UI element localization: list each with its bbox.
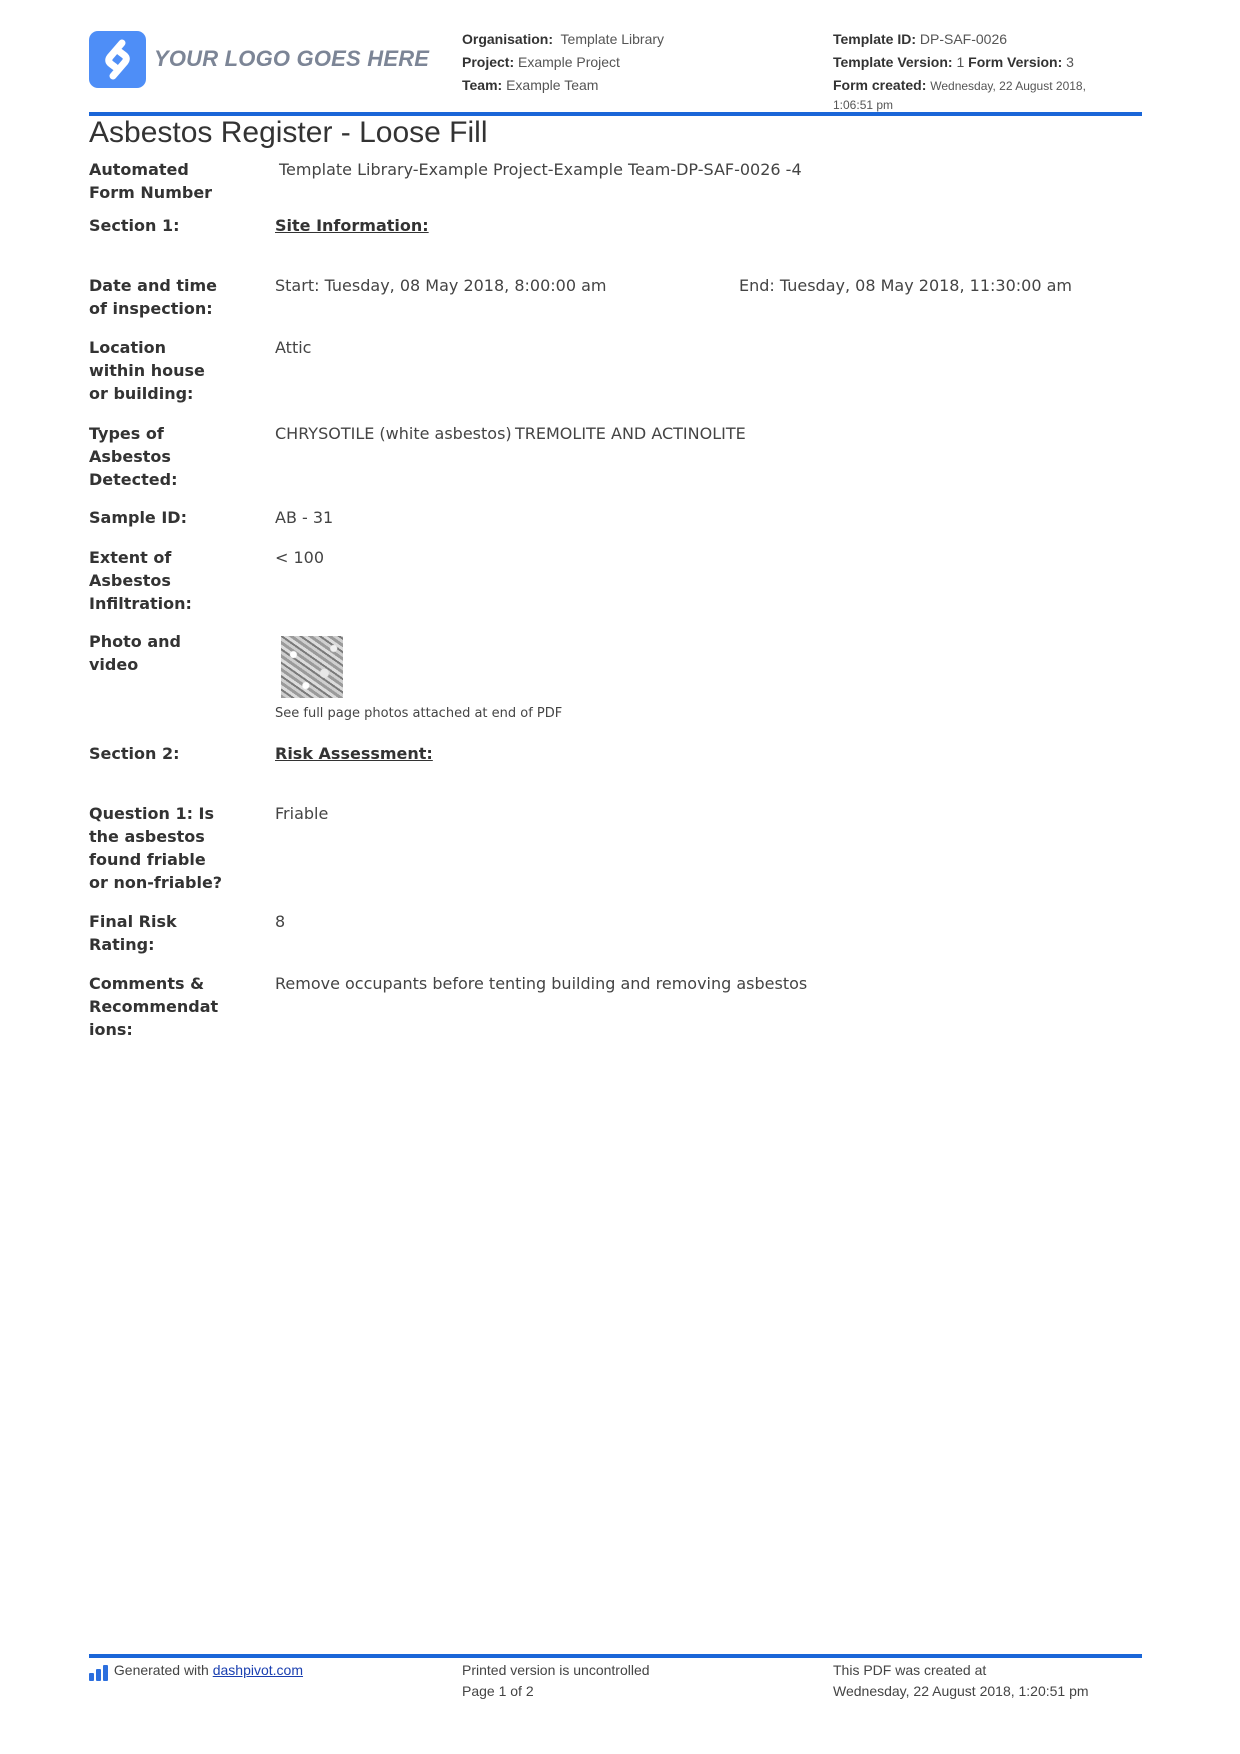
label-line: Asbestos xyxy=(89,571,171,590)
question1-label xyxy=(89,802,239,894)
label-line: or non-friable? xyxy=(89,873,223,892)
label-line: Photo and xyxy=(89,632,181,651)
footer-divider xyxy=(89,1654,1142,1658)
asbestos-photo-thumbnail[interactable] xyxy=(281,636,343,698)
section2-label: Section 2: xyxy=(89,744,180,763)
form-created-value: Wednesday, 22 August 2018, xyxy=(930,79,1086,93)
team-label: Team: xyxy=(462,77,503,93)
label-line: Date and time xyxy=(89,276,218,295)
dashpivot-link[interactable]: dashpivot.com xyxy=(212,1662,304,1678)
template-id-value: DP-SAF-0026 xyxy=(919,31,1008,47)
form-number-label xyxy=(89,158,239,204)
form-created-label: Form created: xyxy=(833,77,927,93)
project-label: Project: xyxy=(462,54,515,70)
section1-label: Section 1: xyxy=(89,216,180,235)
section2-title: Risk Assessment: xyxy=(275,744,433,763)
asbestos-types-label xyxy=(89,422,239,491)
organisation-value: Template Library xyxy=(560,31,665,47)
template-version-label: Template Version: xyxy=(833,54,953,70)
pdf-created-date: Wednesday, 22 August 2018, 1:20:51 pm xyxy=(833,1683,1089,1699)
logo-icon xyxy=(89,31,146,88)
footer-print-info xyxy=(462,1660,650,1702)
label-line: Automated xyxy=(89,160,189,179)
inspection-start: Start: Tuesday, 08 May 2018, 8:00:00 am xyxy=(275,276,607,295)
label-line: Detected: xyxy=(89,470,178,489)
footer-generated xyxy=(89,1660,303,1681)
organisation-label: Organisation: xyxy=(462,31,554,47)
section1-title: Site Information: xyxy=(275,216,429,235)
location-value: Attic xyxy=(275,338,312,357)
sample-id-value: AB - 31 xyxy=(275,508,334,527)
label-line: Extent of xyxy=(89,548,172,567)
question1-value: Friable xyxy=(275,804,329,823)
date-time-label xyxy=(89,274,239,320)
label-line: the asbestos xyxy=(89,827,205,846)
label-line: Question 1: Is xyxy=(89,804,215,823)
label-line: ions: xyxy=(89,1020,133,1039)
photo-label xyxy=(89,630,239,676)
pdf-created-label: This PDF was created at xyxy=(833,1662,987,1678)
form-created-time: 1:06:51 pm xyxy=(833,98,894,112)
sample-id-label: Sample ID: xyxy=(89,508,187,527)
form-version-value: 3 xyxy=(1066,54,1074,70)
label-line: Asbestos xyxy=(89,447,171,466)
label-line: within house xyxy=(89,361,205,380)
inspection-end: End: Tuesday, 08 May 2018, 11:30:00 am xyxy=(739,276,1072,295)
printed-uncontrolled: Printed version is uncontrolled xyxy=(462,1662,650,1678)
label-line: Form Number xyxy=(89,183,213,202)
final-risk-value: 8 xyxy=(275,912,286,931)
extent-value: < 100 xyxy=(275,548,325,567)
asbestos-type-1: CHRYSOTILE (white asbestos) xyxy=(275,424,512,443)
label-line: Rating: xyxy=(89,935,155,954)
asbestos-type-2: TREMOLITE AND ACTINOLITE xyxy=(515,424,746,443)
dashpivot-logo-icon xyxy=(89,1662,110,1678)
extent-label xyxy=(89,546,239,615)
form-version-label: Form Version: xyxy=(968,54,1063,70)
location-label xyxy=(89,336,239,405)
page-title: Asbestos Register - Loose Fill xyxy=(89,116,488,149)
label-line: video xyxy=(89,655,139,674)
generated-prefix: Generated with xyxy=(113,1662,209,1678)
label-line: of inspection: xyxy=(89,299,213,318)
logo-text: YOUR LOGO GOES HERE xyxy=(154,46,430,71)
label-line: Location xyxy=(89,338,166,357)
photo-caption: See full page photos attached at end of PDF xyxy=(275,706,563,721)
label-line: Types of xyxy=(89,424,164,443)
header-template-block xyxy=(833,28,1143,114)
template-version-value: 1 xyxy=(956,54,965,70)
team-value: Example Team xyxy=(506,77,599,93)
header-org-block xyxy=(462,28,664,97)
label-line: Infiltration: xyxy=(89,594,192,613)
label-line: Final Risk xyxy=(89,912,177,931)
label-line: or building: xyxy=(89,384,194,403)
label-line: Recommendat xyxy=(89,997,219,1016)
comments-label xyxy=(89,972,239,1041)
form-number-value: Template Library-Example Project-Example Team-DP-SAF-0026 -4 xyxy=(279,160,802,179)
template-id-label: Template ID: xyxy=(833,31,916,47)
comments-value: Remove occupants before tenting building and removing asbestos xyxy=(275,974,808,993)
page-number: Page 1 of 2 xyxy=(462,1683,534,1699)
footer-created-info xyxy=(833,1660,1089,1702)
project-value: Example Project xyxy=(518,54,620,70)
label-line: Comments & xyxy=(89,974,205,993)
final-risk-label xyxy=(89,910,239,956)
label-line: found friable xyxy=(89,850,206,869)
